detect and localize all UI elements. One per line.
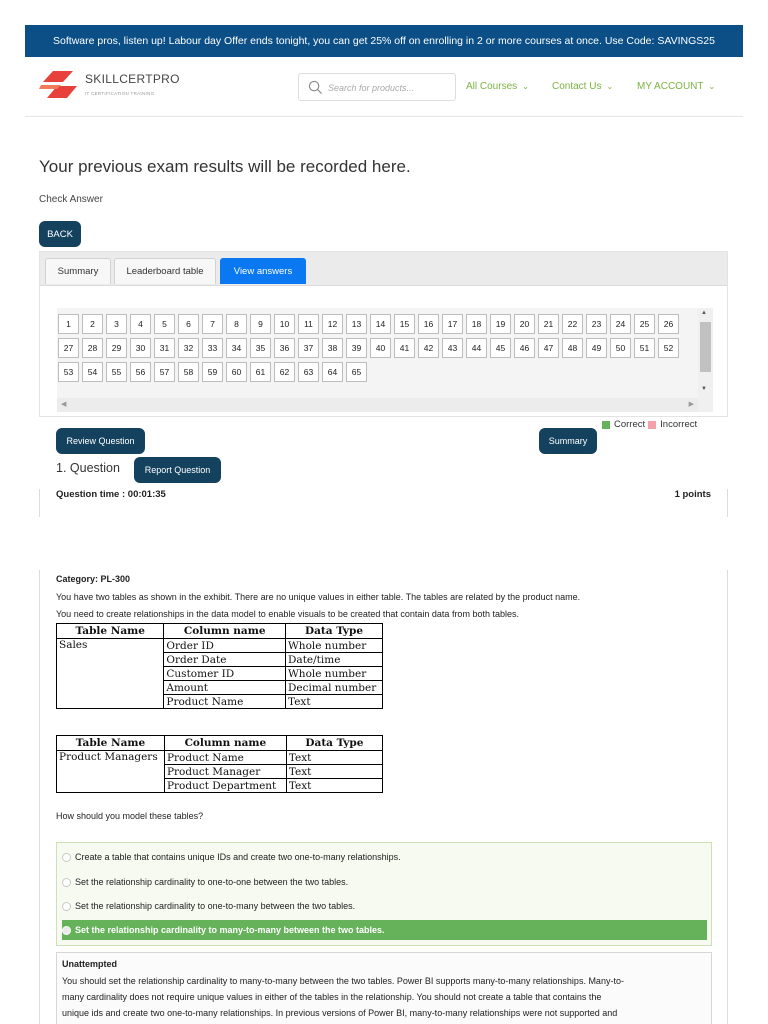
site-logo[interactable] [39,69,179,101]
question-number-button[interactable]: 2 [82,314,103,334]
tab-leaderboard[interactable]: Leaderboard table [114,258,216,284]
question-number-button[interactable]: 47 [538,338,559,358]
question-number-button[interactable]: 21 [538,314,559,334]
question-number-button[interactable]: 42 [418,338,439,358]
table-cell: Order ID [164,639,286,653]
answer-option-label: Set the relationship cardinality to many-to-many between the two tables. [75,925,385,935]
logo-mark-icon [39,71,79,99]
check-answer-label: Check Answer [39,194,103,205]
question-number-button[interactable]: 3 [106,314,127,334]
answer-option-correct[interactable] [62,920,707,940]
question-number-button[interactable]: 56 [130,362,151,382]
answer-option-label: Set the relationship cardinality to one-to-one between the two tables. [75,877,349,887]
table-header: Column name [164,624,286,639]
question-number-button[interactable]: 41 [394,338,415,358]
question-number-button[interactable]: 22 [562,314,583,334]
question-number-button[interactable]: 37 [298,338,319,358]
question-number-button[interactable]: 11 [298,314,319,334]
review-question-button[interactable]: Review Question [56,428,145,454]
question-number-button[interactable]: 20 [514,314,535,334]
table-cell: Whole number [286,667,383,681]
radio-button[interactable] [62,878,71,887]
table-cell: Product Name [164,695,286,709]
question-number-button[interactable]: 53 [58,362,79,382]
table-cell: Product Department [164,779,286,793]
scroll-up-arrow-icon[interactable]: ▲ [701,310,707,316]
question-number-button[interactable]: 31 [154,338,175,358]
site-header [25,57,743,117]
question-number-button[interactable]: 1 [58,314,79,334]
chevron-down-icon: ⌄ [708,82,716,91]
explanation-line: You should set the relationship cardinality to many-to-many between the two tables. Power BI supports many-to-many relationships. Many-to- [62,976,624,986]
table-name-cell: Sales [57,639,164,709]
question-number-button[interactable]: 44 [466,338,487,358]
answer-option-label: Create a table that contains unique IDs and create two one-to-many relationships. [75,852,401,862]
nav-contact-us[interactable] [552,81,613,92]
table-cell: Text [286,765,382,779]
radio-button[interactable] [62,926,71,935]
answer-option[interactable] [62,896,707,916]
question-number-button[interactable]: 54 [82,362,103,382]
question-number-button[interactable]: 36 [274,338,295,358]
report-question-button[interactable]: Report Question [134,457,221,483]
question-number-button[interactable]: 5 [154,314,175,334]
table-header: Table Name [57,736,165,751]
scroll-down-arrow-icon[interactable]: ▼ [701,386,707,392]
exhibit-table-product-managers [56,735,383,793]
question-number-button[interactable]: 57 [154,362,175,382]
question-grid [57,308,713,412]
question-number-button[interactable]: 62 [274,362,295,382]
search-box[interactable] [298,73,456,101]
table-cell: Text [286,695,383,709]
left-divider [39,489,40,517]
question-number-button[interactable]: 29 [106,338,127,358]
question-number-button[interactable]: 16 [418,314,439,334]
question-number-button[interactable]: 32 [178,338,199,358]
question-number-button[interactable]: 45 [490,338,511,358]
question-prompt: How should you model these tables? [56,811,204,821]
table-name-cell: Product Managers [57,751,165,793]
question-category: Category: PL-300 [56,574,131,584]
table-header: Data Type [286,624,383,639]
question-number-button[interactable]: 48 [562,338,583,358]
question-number-button[interactable]: 15 [394,314,415,334]
question-number-button[interactable]: 58 [178,362,199,382]
scroll-right-arrow-icon[interactable]: ▶ [688,401,694,408]
question-number-button[interactable]: 28 [82,338,103,358]
table-cell: Text [286,779,382,793]
question-text: You need to create relationships in the data model to enable visuals to be created that contain data from both tables. [56,609,519,619]
question-number-button[interactable]: 33 [202,338,223,358]
explanation-status: Unattempted [62,959,118,969]
question-number-button[interactable]: 4 [130,314,151,334]
question-number-button[interactable]: 14 [370,314,391,334]
question-number-button[interactable]: 34 [226,338,247,358]
question-number-button[interactable]: 43 [442,338,463,358]
question-number-button[interactable]: 17 [442,314,463,334]
legend-correct-label: Correct [614,419,646,430]
nav-all-courses-label: All Courses [466,81,518,92]
question-number-button[interactable]: 64 [322,362,343,382]
question-number-button[interactable]: 19 [490,314,511,334]
table-cell: Text [286,751,382,765]
summary-button[interactable]: Summary [539,428,597,454]
question-number-button[interactable]: 12 [322,314,343,334]
vertical-scrollbar[interactable] [698,308,713,412]
explanation-line: many cardinality does not require unique values in either of the tables in the relationship. You should not create a table that contains the [62,992,602,1002]
question-number-button[interactable]: 59 [202,362,223,382]
logo-subtitle: IT CERTIFICATION TRAINING [85,91,155,96]
logo-text: SKILLCERTPRO [85,72,180,86]
question-number-button[interactable]: 63 [298,362,319,382]
question-number-button[interactable]: 24 [610,314,631,334]
tab-summary[interactable]: Summary [45,258,111,284]
table-header: Data Type [286,736,382,751]
table-cell: Product Manager [164,765,286,779]
question-number-button[interactable]: 6 [178,314,199,334]
answer-option[interactable] [62,847,707,867]
question-number-button[interactable]: 51 [634,338,655,358]
promo-text: Software pros, listen up! Labour day Offer ends tonight, you can get 25% off on enrolling in 2 or more courses at once. Use Code: SAVINGS25 [53,35,715,47]
question-number-button[interactable]: 27 [58,338,79,358]
table-cell: Order Date [164,653,286,667]
question-number-button[interactable]: 23 [586,314,607,334]
table-cell: Decimal number [286,681,383,695]
legend-incorrect-label: Incorrect [660,419,698,430]
question-label: 1. Question [56,461,120,475]
horizontal-scrollbar[interactable] [57,398,698,412]
correct-swatch [602,421,610,429]
question-number-button[interactable]: 26 [658,314,679,334]
table-cell: Whole number [286,639,383,653]
right-divider [727,570,728,1024]
question-text: You have two tables as shown in the exhibit. There are no unique values in either table. The tables are related by the product name. [56,592,581,602]
question-number-button[interactable]: 18 [466,314,487,334]
exhibit-table-sales [56,623,383,709]
legend [602,419,697,430]
radio-button[interactable] [62,853,71,862]
nav-my-account-label: MY ACCOUNT [637,81,704,92]
nav-all-courses[interactable] [466,81,529,92]
question-number-button[interactable]: 55 [106,362,127,382]
answer-options [56,842,712,946]
question-number-button[interactable]: 38 [322,338,343,358]
question-number-button[interactable]: 8 [226,314,247,334]
table-header: Column name [164,736,286,751]
search-input[interactable] [328,79,448,96]
question-number-button[interactable]: 35 [250,338,271,358]
back-button[interactable]: BACK [39,221,81,247]
incorrect-swatch [648,421,656,429]
question-number-button[interactable]: 10 [274,314,295,334]
chevron-down-icon: ⌄ [522,82,529,91]
nav-contact-us-label: Contact Us [552,81,602,92]
left-divider [39,570,40,1024]
explanation-box [56,952,712,1024]
table-header: Table Name [57,624,164,639]
question-number-button[interactable]: 25 [634,314,655,334]
right-divider [727,489,728,517]
question-number-button[interactable]: 13 [346,314,367,334]
question-number-button[interactable]: 9 [250,314,271,334]
answer-option-label: Set the relationship cardinality to one-to-many between the two tables. [75,901,356,911]
tabs-strip [40,252,727,286]
scroll-left-arrow-icon[interactable]: ◀ [61,401,67,408]
question-number-button[interactable]: 65 [346,362,367,382]
question-number-button[interactable]: 50 [610,338,631,358]
question-number-button[interactable]: 39 [346,338,367,358]
question-number-button[interactable]: 60 [226,362,247,382]
chevron-down-icon: ⌄ [606,82,614,91]
search-icon [308,80,323,95]
question-number-button[interactable]: 49 [586,338,607,358]
question-time: Question time : 00:01:35 [56,489,166,500]
table-cell: Customer ID [164,667,286,681]
answer-option[interactable] [62,872,707,892]
tab-view-answers[interactable]: View answers [220,258,306,284]
table-cell: Date/time [286,653,383,667]
table-cell: Amount [164,681,286,695]
question-number-button[interactable]: 61 [250,362,271,382]
promo-banner [25,25,743,57]
question-number-button[interactable]: 46 [514,338,535,358]
question-number-button[interactable]: 7 [202,314,223,334]
table-cell: Product Name [164,751,286,765]
scrollbar-thumb[interactable] [700,322,711,372]
results-panel [39,251,728,417]
explanation-line: unique ids and create two one-to-many relationships. In previous versions of Power BI, many-to-many relationships were not supported and [62,1008,618,1018]
radio-button[interactable] [62,902,71,911]
page-title: Your previous exam results will be recorded here. [39,157,411,176]
question-points: 1 points [674,489,711,500]
nav-my-account[interactable] [637,81,715,92]
question-number-button[interactable]: 30 [130,338,151,358]
question-number-button[interactable]: 40 [370,338,391,358]
question-number-button[interactable]: 52 [658,338,679,358]
